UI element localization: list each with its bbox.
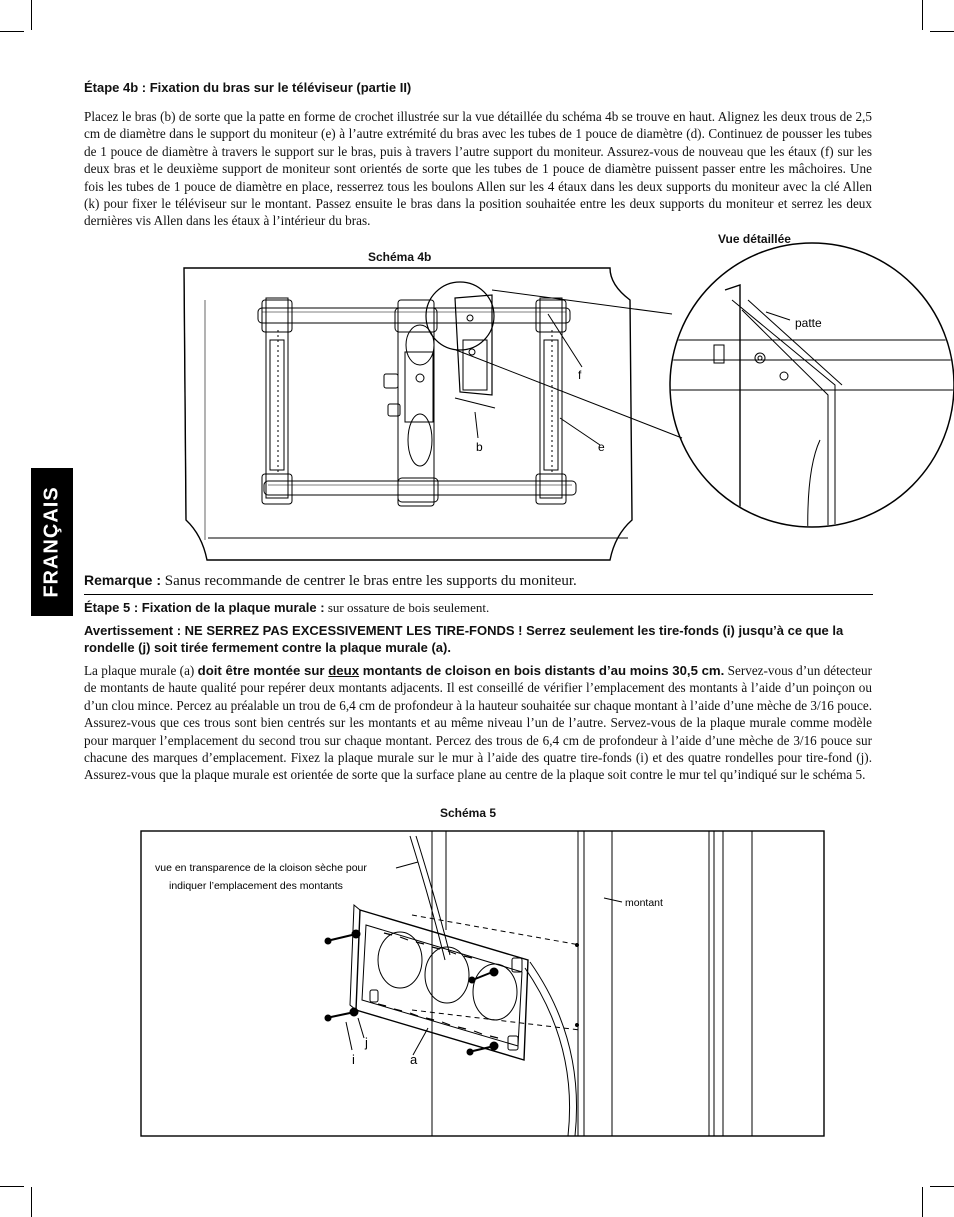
label-i: i (352, 1052, 355, 1067)
step-5-warning: Avertissement : NE SERREZ PAS EXCESSIVEMENT LES TIRE-FONDS ! Serrez seulement les tire-fonds (i) jusqu’à ce que la rondelle (j) soit tirée fermement contre la plaque murale (a). (84, 623, 844, 655)
figure-5-title: Schéma 5 (440, 806, 497, 820)
language-tab: FRANÇAIS (31, 468, 73, 616)
caption-line-2: indiquer l’emplacement des montants (169, 880, 343, 892)
label-j: j (365, 1035, 368, 1050)
step-5-subtitle: sur ossature de bois seulement. (324, 600, 490, 615)
figure-4b-title: Schéma 4b (368, 250, 432, 264)
step-4b-title: Étape 4b : Fixation du bras sur le téléviseur (partie II) (84, 80, 412, 95)
label-b: b (476, 440, 483, 454)
label-montant: montant (625, 897, 663, 909)
step-4b-body: Placez le bras (b) de sorte que la patte en forme de crochet illustrée sur la vue détaillée du schéma 4b se trouve en haut. Alignez les deux trous de 2,5 cm de diamètre dans le support du moniteur (e) à l’autre extrémité du bras avec les tubes de 1 pouce de diamètre (d). Continuez de pousser les tubes de 1 pouce de diamètre à travers le support sur le bras, puis à travers l’autre support du moniteur. Assurez-vous de nouveau que les étaux (f) sur les deux bras et le deuxième support de moniteur sont orientés de sorte que les tubes de 1 pouce de diamètre puissent passer entre les mâchoires. Une fois les tubes de 1 pouce de diamètre en place, resserrez tous les boulons Allen sur les 4 étaux dans les deux supports du moniteur avec la clé Allen (k) pour fixer le téléviseur sur le montant. Passez ensuite le bras dans la position souhaitée entre les deux supports du moniteur et serrez les deux dernières vis Allen dans les étaux à l’intérieur du bras. (84, 109, 872, 229)
note-text: Sanus recommande de centrer le bras entre les supports du moniteur. (161, 573, 577, 589)
label-patte: patte (795, 316, 822, 330)
label-a: a (410, 1052, 418, 1067)
caption-line-1: vue en transparence de la cloison sèche pour (155, 862, 367, 874)
label-f: f (578, 368, 582, 382)
step-5-title: Étape 5 : Fixation de la plaque murale : (84, 600, 325, 615)
label-e: e (598, 440, 605, 454)
detail-view-title: Vue détaillée (718, 232, 791, 246)
step-5-body: La plaque murale (a) doit être montée sur deux montants de cloison en bois distants d’au moins 30,5 cm. Servez-vous d’un détecteur de montants de haute qualité pour repérer deux montants adjacents. Il est conseillé de vérifier l’emplacement des montants à l’aide d’un poinçon ou d’un clou mince. Percez au préalable un trou de 6,4 cm de profondeur à la hauteur souhaitée sur chaque montant à l’aide d’une mèche de 3/16 pouce. Assurez-vous que ces trous sont bien centrés sur les montants et au même niveau l’un de l’autre. Servez-vous de la plaque murale comme modèle pour marquer l’emplacement du second trou sur chaque montant. Percez des trous de 6,4 cm de profondeur à l’aide d’une mèche de 3/16 pouce sur chacune des marques d’emplacement. Fixez la plaque murale sur le mur à l’aide des quatre tire-fonds (i) et des quatre rondelles pour tire-fond (j). Assurez-vous que la plaque murale est orientée de sorte que la surface plane au centre de la plaque soit contre le mur tel qu’indiqué sur le schéma 5. (84, 663, 873, 783)
note-label: Remarque : (84, 572, 162, 588)
